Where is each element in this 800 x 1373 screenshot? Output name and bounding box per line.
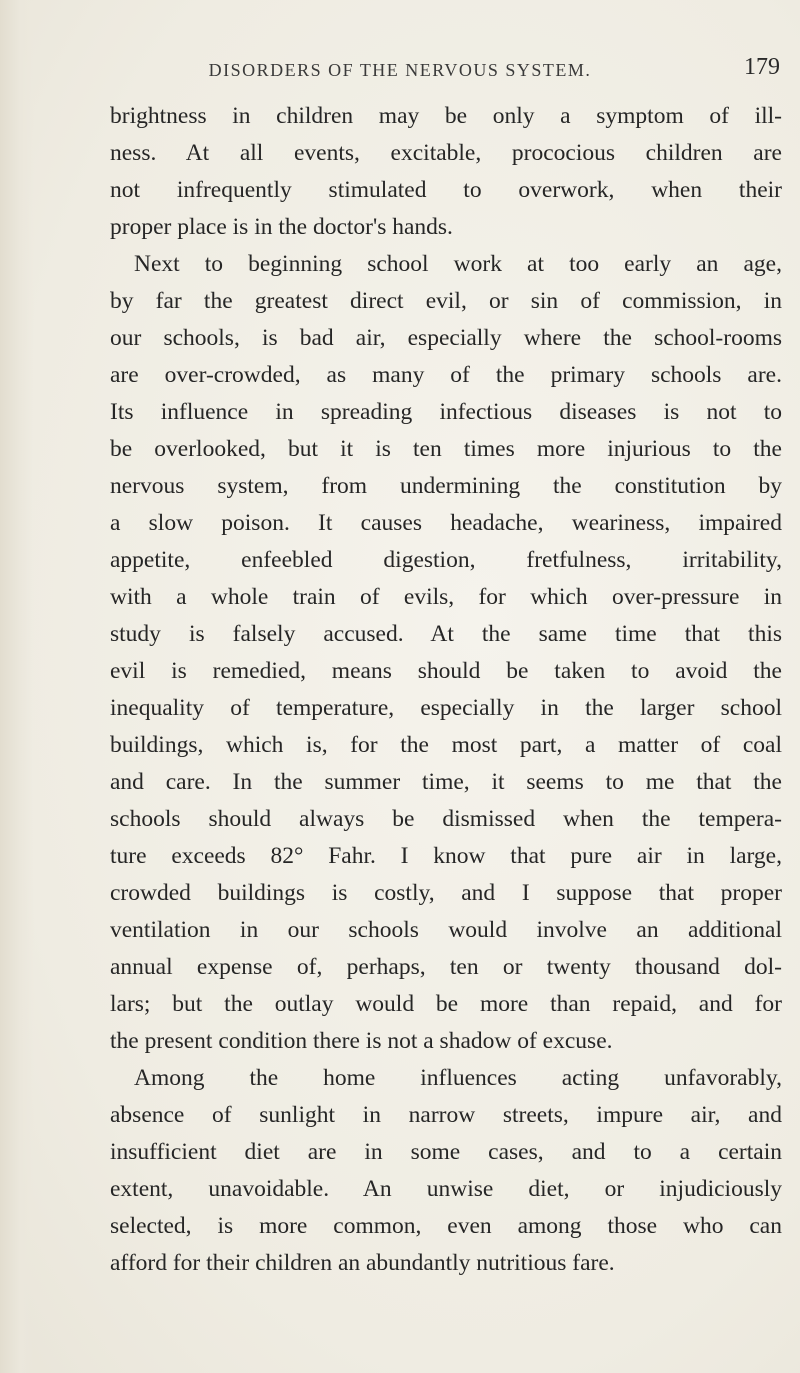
text-line: be overlooked, but it is ten times more injurious to the xyxy=(110,436,782,462)
text-line: buildings, which is, for the most part, a matter of coal xyxy=(110,732,782,758)
text-line: afford for their children an abundantly nutritious fare. xyxy=(110,1250,615,1276)
text-line: ness. At all events, excitable, prococious children are xyxy=(110,140,782,166)
text-line: evil is remedied, means should be taken to avoid the xyxy=(110,658,782,684)
text-line: appetite, enfeebled digestion, fretfulness, irritability, xyxy=(110,547,782,573)
body-text xyxy=(110,98,782,1282)
text-line: lars; but the outlay would be more than repaid, and for xyxy=(110,991,782,1017)
text-line: insufficient diet are in some cases, and to a certain xyxy=(110,1139,782,1165)
paragraph xyxy=(110,1060,782,1282)
text-line: ventilation in our schools would involve an additional xyxy=(110,917,782,943)
running-title: DISORDERS OF THE NERVOUS SYSTEM. xyxy=(208,60,592,80)
text-line: brightness in children may be only a symptom of ill- xyxy=(110,103,782,129)
text-line: study is falsely accused. At the same time that this xyxy=(110,621,782,647)
text-line: annual expense of, perhaps, ten or twenty thousand dol- xyxy=(110,954,782,980)
text-line: are over-crowded, as many of the primary schools are. xyxy=(110,362,782,388)
text-line: the present condition there is not a shadow of excuse. xyxy=(110,1028,613,1054)
text-line: selected, is more common, even among those who can xyxy=(110,1213,782,1239)
text-line: proper place is in the doctor's hands. xyxy=(110,214,453,240)
text-line: our schools, is bad air, especially where the school-rooms xyxy=(110,325,782,351)
text-line: and care. In the summer time, it seems to me that the xyxy=(110,769,782,795)
text-line: absence of sunlight in narrow streets, impure air, and xyxy=(110,1102,782,1128)
paragraph xyxy=(110,98,782,246)
text-line: a slow poison. It causes headache, weariness, impaired xyxy=(110,510,782,536)
text-line: ture exceeds 82° Fahr. I know that pure air in large, xyxy=(110,843,782,869)
page-gutter-shadow xyxy=(0,0,34,1373)
text-line: Its influence in spreading infectious diseases is not to xyxy=(110,399,782,425)
text-line: inequality of temperature, especially in the larger school xyxy=(110,695,782,721)
text-line: by far the greatest direct evil, or sin of commission, in xyxy=(110,288,782,314)
running-head xyxy=(120,52,780,86)
text-line: schools should always be dismissed when the tempera- xyxy=(110,806,782,832)
text-line: nervous system, from undermining the constitution by xyxy=(110,473,782,499)
text-line: Among the home influences acting unfavorably, xyxy=(134,1065,782,1091)
text-line: extent, unavoidable. An unwise diet, or injudiciously xyxy=(110,1176,782,1202)
text-line: crowded buildings is costly, and I suppose that proper xyxy=(110,880,782,906)
text-line: Next to beginning school work at too early an age, xyxy=(134,251,782,277)
paragraph xyxy=(110,246,782,1060)
page-number: 179 xyxy=(744,54,780,80)
text-line: with a whole train of evils, for which over-pressure in xyxy=(110,584,782,610)
text-line: not infrequently stimulated to overwork, when their xyxy=(110,177,782,203)
